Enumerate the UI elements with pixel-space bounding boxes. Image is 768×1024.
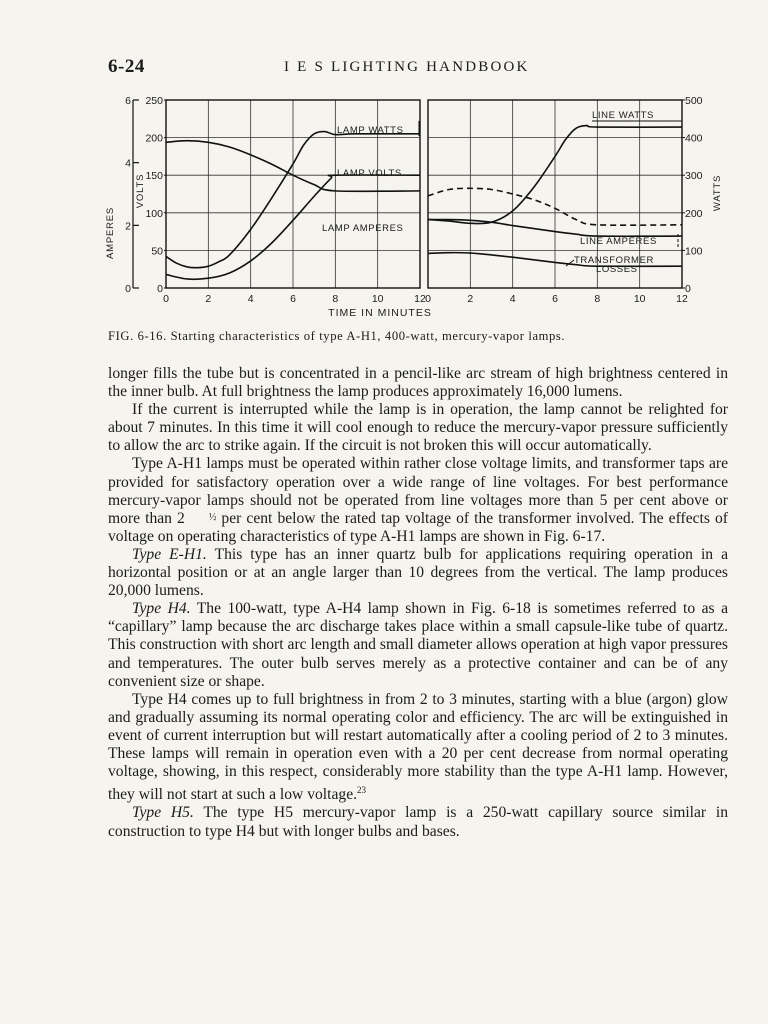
- type-h4-heading: Type H4.: [132, 600, 191, 618]
- x-tick-label-0-8: 8: [332, 293, 339, 305]
- paragraph-5: [108, 600, 728, 690]
- x-tick-label-0-12: 12: [414, 293, 426, 305]
- paragraph-4-text: This type has an inner quartz bulb for applications requiring operation in a horizontal position or at an angle larger than 10 degrees from the vertical. The lamp produces 20,000 lumens.: [108, 545, 729, 600]
- paragraph-1: longer fills the tube but is concentrated in a pencil-like arc stream of high brightness centered in the inner bulb. At full brightness the lamp produces approximately 16,000 lumens.: [108, 365, 728, 401]
- paragraph-6-text: Type H4 comes up to full brightness in from 2 to 3 minutes, starting with a blue (argon) glow and gradually assuming its normal operating color and efficiency. The arc will be extinguished in event of current interruption but will restart automatically after a cooling period of 2 to 3 minutes. These lamps will remain in operation even with a 20 per cent decrease from normal operating voltage, showing, in this respect, considerably more stability than the type A-H1 lamp. However, they will not start at such a low voltage.: [108, 690, 728, 804]
- volts-tick-label-0: 0: [157, 283, 163, 295]
- amperes-tick-label-2: 2: [125, 220, 131, 233]
- x-tick-label-1-4: 4: [509, 293, 516, 305]
- amperes-tick-label-0: 0: [125, 283, 131, 295]
- x-axis-title: TIME IN MINUTES: [328, 307, 432, 319]
- page-header: [108, 56, 728, 82]
- paragraph-3-b: per cent below the rated tap voltage of the transformer involved. The effects of voltage on operating characteristics of type A-H1 lamps are shown in Fig. 6-17.: [108, 509, 729, 545]
- x-tick-label-1-0: 0: [425, 293, 431, 305]
- x-tick-label-1-2: 2: [467, 293, 474, 305]
- volts-tick-label-150: 150: [145, 170, 163, 183]
- volts-tick-label-50: 50: [151, 245, 163, 258]
- amperes-tick-label-6: 6: [125, 95, 131, 107]
- amperes-tick-label-4: 4: [125, 157, 131, 170]
- running-head: I E S LIGHTING HANDBOOK: [284, 59, 530, 75]
- x-tick-label-1-12: 12: [676, 293, 688, 305]
- paragraph-7-text: The type H5 mercury-vapor lamp is a 250-watt capillary source similar in construction to type H4 but with longer bulbs and bases.: [108, 804, 729, 840]
- x-tick-label-0-6: 6: [290, 293, 296, 305]
- fraction-half: ½: [208, 511, 217, 523]
- paragraph-7: [108, 804, 728, 840]
- figure-caption: FIG. 6-16. Starting characteristics of type A-H1, 400-watt, mercury-vapor lamps.: [108, 329, 566, 343]
- volts-axis-label: VOLTS: [135, 173, 146, 209]
- watts-tick-label-500: 500: [685, 95, 703, 107]
- x-tick-label-1-6: 6: [552, 293, 558, 305]
- x-tick-label-0-10: 10: [371, 293, 384, 305]
- paragraph-3: [108, 455, 728, 545]
- page-number: 6-24: [108, 56, 145, 77]
- footnote-ref: 23: [357, 785, 367, 796]
- annotation-losses: LOSSES: [596, 264, 638, 275]
- type-e-h1-heading: Type E-H1.: [132, 545, 207, 563]
- x-tick-label-0-2: 2: [205, 293, 212, 305]
- x-tick-label-1-8: 8: [594, 293, 601, 305]
- paragraph-6: [108, 691, 728, 805]
- annotation-line-watts: LINE WATTS: [592, 110, 654, 121]
- watts-tick-label-400: 400: [685, 132, 703, 145]
- watts-tick-label-100: 100: [685, 245, 703, 258]
- annotation-lamp-amperes: LAMP AMPERES: [322, 223, 404, 234]
- watts-axis-label: WATTS: [712, 174, 723, 212]
- volts-tick-label-200: 200: [145, 132, 163, 145]
- amperes-axis-label: AMPERES: [105, 206, 116, 260]
- type-h5-heading: Type H5.: [132, 804, 194, 822]
- volts-tick-label-250: 250: [145, 95, 163, 107]
- watts-tick-label-300: 300: [685, 170, 703, 183]
- annotation-lamp-watts: LAMP WATTS: [337, 125, 404, 136]
- x-tick-label-1-10: 10: [633, 293, 646, 305]
- watts-tick-label-200: 200: [685, 207, 703, 220]
- annotation-lamp-volts: LAMP VOLTS: [337, 168, 402, 179]
- paragraph-3-a: Type A-H1 lamps must be operated within rather close voltage limits, and transformer taps are provided for satisfactory operation over a wide range of line voltages. For best performance mercury-vapor lamps should not be operated from line voltages more than 5 per cent above or more than 2: [108, 455, 728, 527]
- watts-tick-label-0: 0: [685, 283, 691, 295]
- x-tick-label-0-0: 0: [163, 293, 169, 305]
- annotation-transformer: TRANSFORMER: [574, 255, 654, 266]
- paragraph-2: If the current is interrupted while the lamp is in operation, the lamp cannot be relighted for about 7 minutes. In this time it will cool enough to reduce the mercury-vapor pressure sufficiently to allow the arc to strike again. If the circuit is not broken this will occur automatically.: [108, 401, 728, 455]
- paragraph-5-text: The 100-watt, type A-H4 lamp shown in Fig. 6-18 is sometimes referred to as a “capillary” lamp because the arc discharge takes place within a small capsule-like tube of quartz. This construction with short arc length and small diameter allows operation at high vapor pressures and temperatures. The outer bulb serves merely as a protective container and can be of any convenient size or shape.: [108, 600, 728, 690]
- body-text: [108, 365, 728, 841]
- volts-tick-label-100: 100: [145, 207, 163, 220]
- figure-6-16: [0, 88, 768, 328]
- paragraph-4: [108, 546, 728, 600]
- x-tick-label-0-4: 4: [247, 293, 254, 305]
- annotation-line-amperes: LINE AMPERES: [580, 236, 657, 247]
